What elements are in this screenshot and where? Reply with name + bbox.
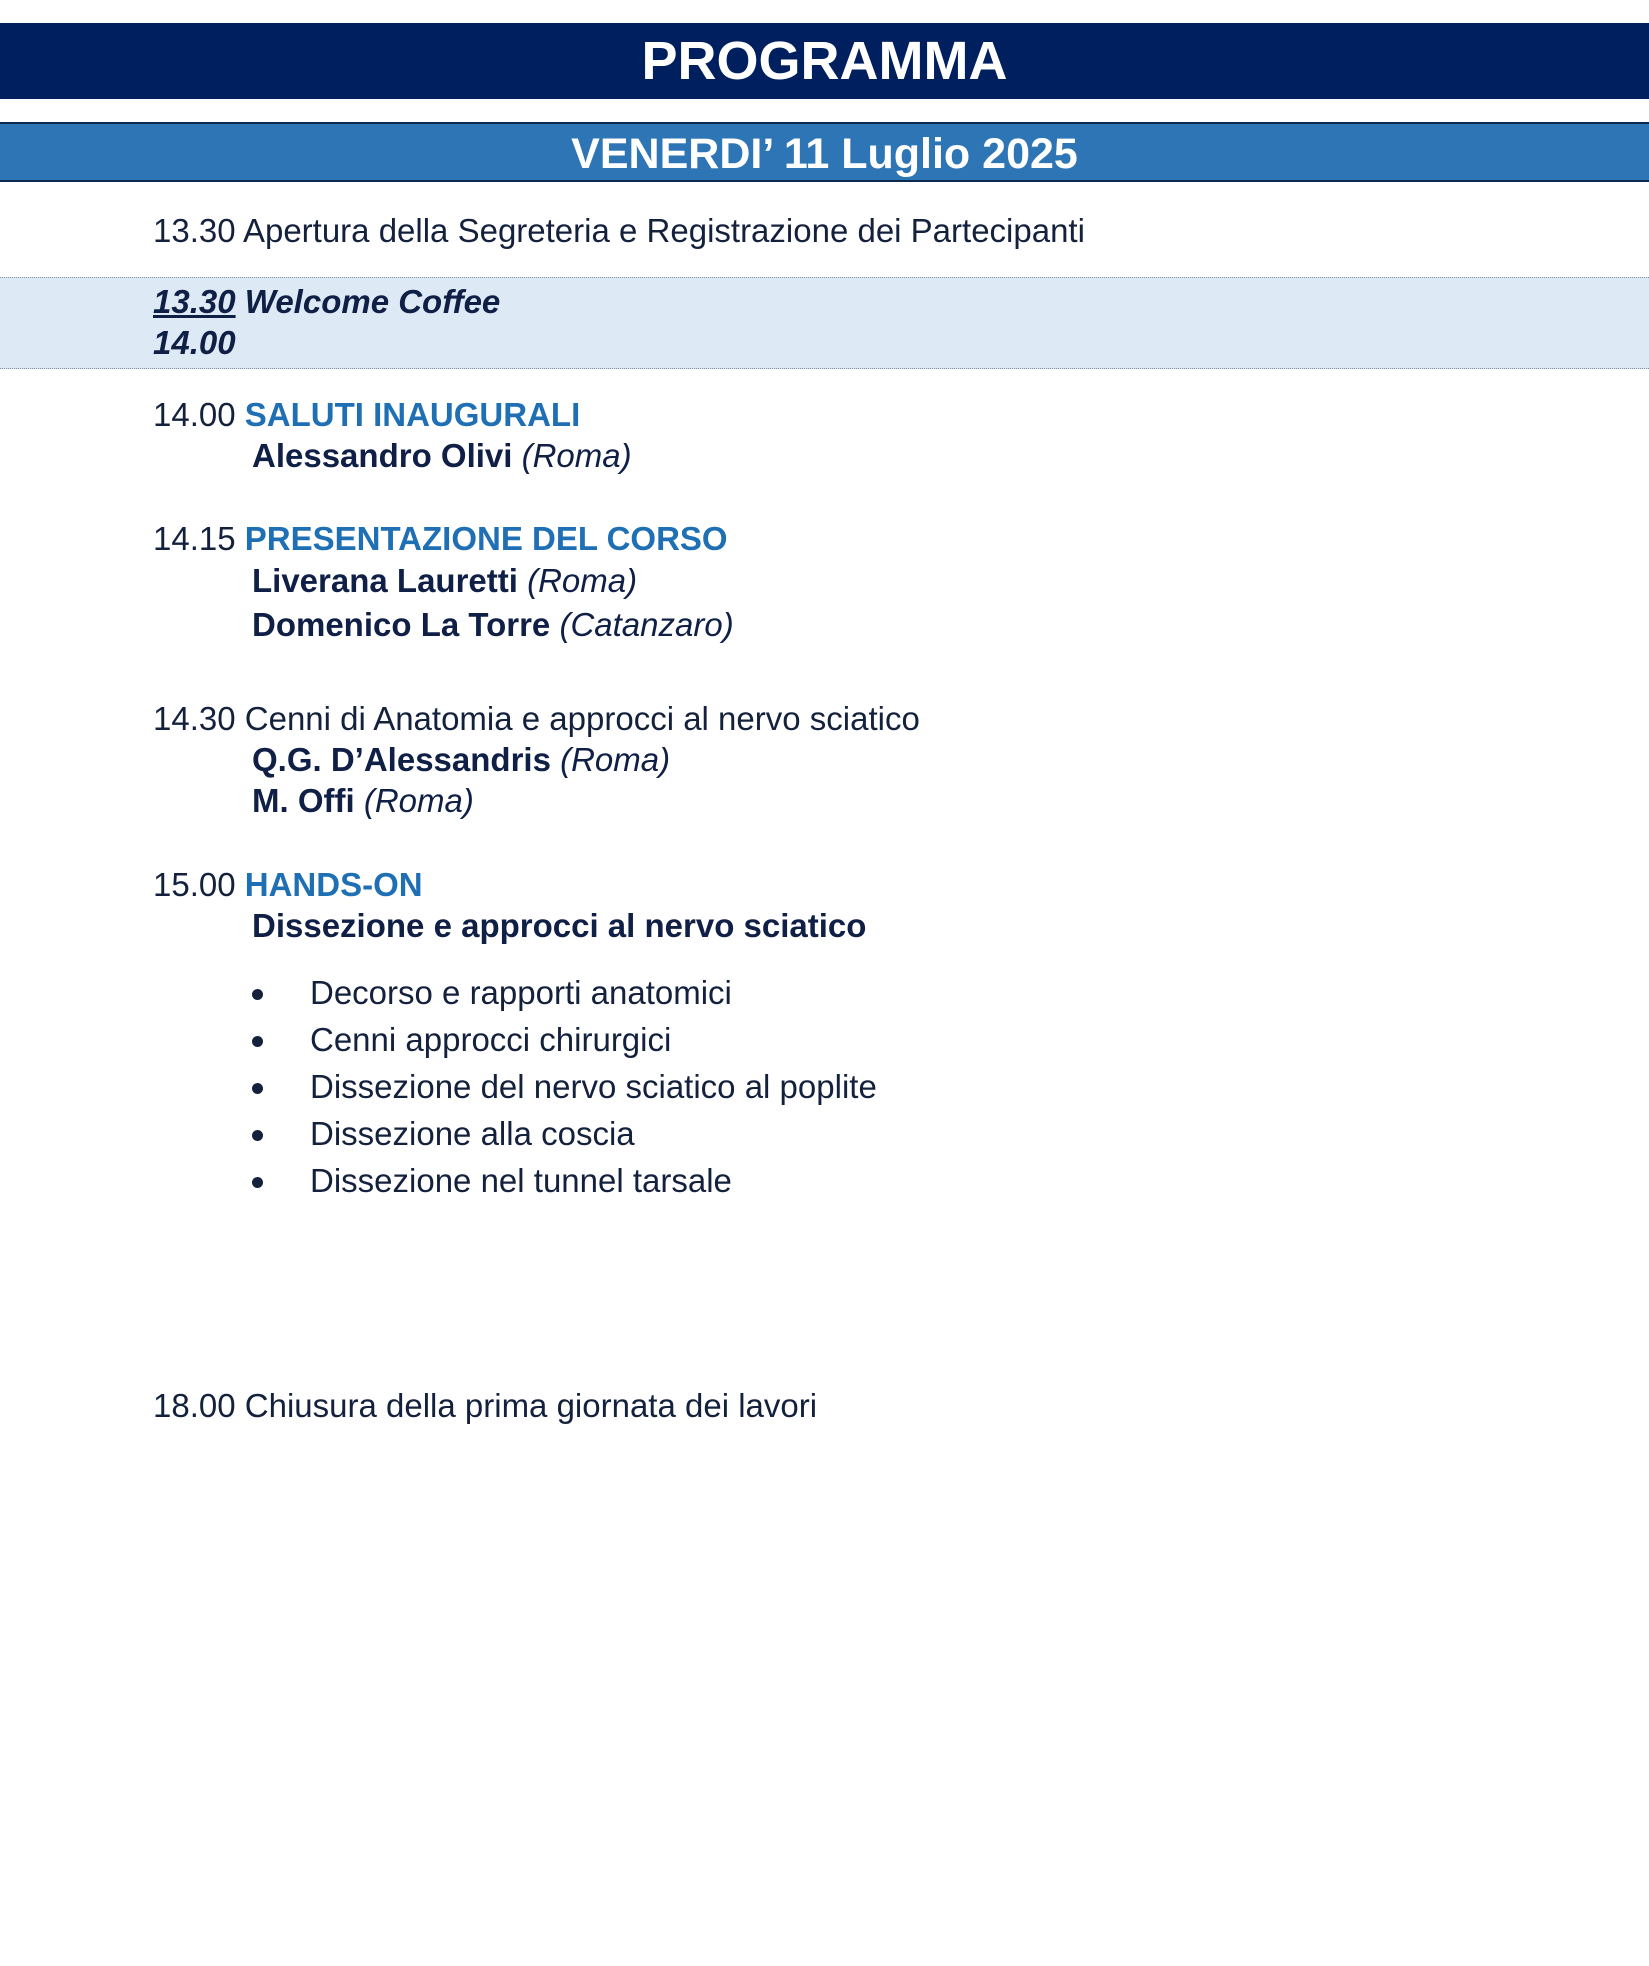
handson-subtitle — [252, 905, 866, 947]
coffee-time-start: 13.30 — [153, 283, 236, 320]
speaker-line — [252, 604, 734, 646]
agenda-item-presentazione — [153, 518, 728, 560]
agenda-text: Chiusura della prima giornata dei lavori — [244, 1387, 818, 1424]
list-item — [252, 972, 877, 1019]
agenda-item-opening — [153, 210, 1085, 252]
list-item-text: Dissezione del nervo sciatico al poplite — [310, 1068, 877, 1105]
agenda-item-closing — [153, 1385, 817, 1427]
speaker-name: M. Offi — [252, 782, 355, 819]
agenda-time: 14.15 — [153, 520, 236, 557]
agenda-text: Apertura della Segreteria e Registrazione dei Partecipanti — [242, 212, 1085, 249]
list-item-text: Cenni approcci chirurgici — [310, 1021, 672, 1058]
speaker-city: (Roma) — [527, 562, 638, 599]
speaker-line — [252, 435, 632, 477]
list-item — [252, 1113, 877, 1160]
agenda-item-anatomia — [153, 698, 920, 740]
handson-topic-list — [252, 972, 877, 1207]
list-item — [252, 1160, 877, 1207]
agenda-heading: PRESENTAZIONE DEL CORSO — [244, 520, 728, 557]
agenda-heading: HANDS-ON — [244, 866, 423, 903]
speaker-name: Q.G. D’Alessandris — [252, 741, 551, 778]
list-item — [252, 1066, 877, 1113]
bullet-icon — [252, 1083, 263, 1094]
agenda-text: Cenni di Anatomia e approcci al nervo sciatico — [244, 700, 920, 737]
speaker-name: Liverana Lauretti — [252, 562, 518, 599]
agenda-item-handson — [153, 864, 423, 906]
agenda-time: 15.00 — [153, 866, 236, 903]
speaker-name: Alessandro Olivi — [252, 437, 513, 474]
agenda-time: 14.30 — [153, 700, 236, 737]
agenda-time: 14.00 — [153, 396, 236, 433]
speaker-line — [252, 560, 637, 602]
agenda-heading: SALUTI INAUGURALI — [244, 396, 581, 433]
coffee-label: Welcome Coffee — [244, 283, 501, 320]
program-title: PROGRAMMA — [0, 23, 1649, 99]
agenda-item-saluti — [153, 394, 580, 436]
bullet-icon — [252, 1130, 263, 1141]
coffee-time-end: 14.00 — [153, 324, 236, 361]
speaker-city: (Roma) — [521, 437, 632, 474]
speaker-name: Domenico La Torre — [252, 606, 551, 643]
bullet-icon — [252, 989, 263, 1000]
day-header: VENERDI’ 11 Luglio 2025 — [0, 122, 1649, 182]
bullet-icon — [252, 1177, 263, 1188]
bullet-icon — [252, 1036, 263, 1047]
handson-subtitle-text: Dissezione e approcci al nervo sciatico — [252, 907, 867, 944]
agenda-time: 13.30 — [153, 212, 236, 249]
speaker-city: (Roma) — [560, 741, 671, 778]
speaker-line — [252, 739, 670, 781]
list-item-text: Dissezione nel tunnel tarsale — [310, 1162, 732, 1199]
coffee-break-line1 — [153, 282, 500, 322]
list-item — [252, 1019, 877, 1066]
agenda-time: 18.00 — [153, 1387, 236, 1424]
coffee-break-line2 — [153, 323, 236, 363]
speaker-city: (Catanzaro) — [559, 606, 734, 643]
list-item-text: Decorso e rapporti anatomici — [310, 974, 732, 1011]
speaker-line — [252, 780, 474, 822]
list-item-text: Dissezione alla coscia — [310, 1115, 635, 1152]
speaker-city: (Roma) — [363, 782, 474, 819]
